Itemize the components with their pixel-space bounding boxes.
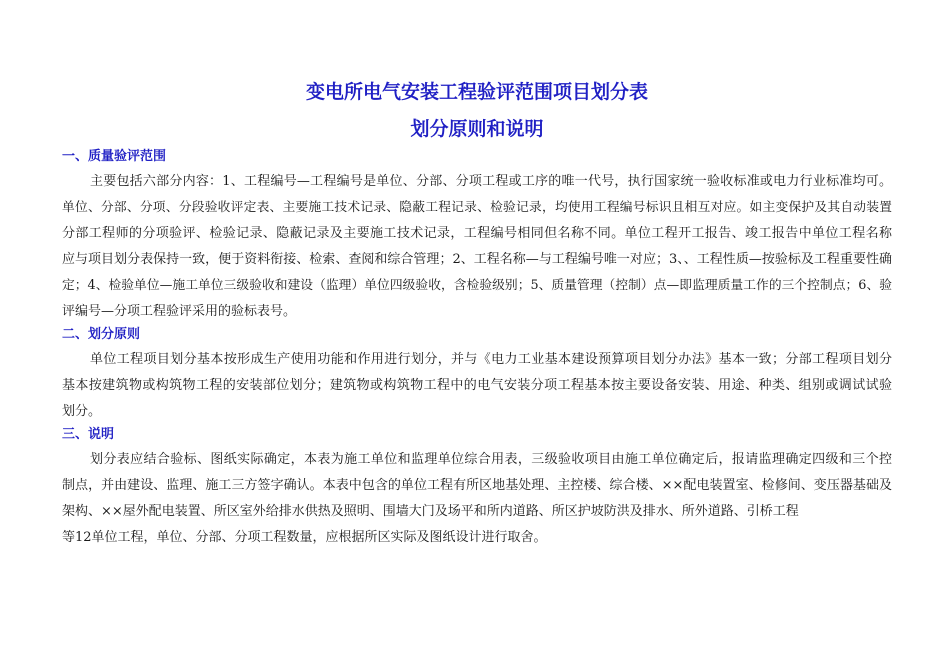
body-line: 等12单位工程，单位、分部、分项工程数量，应根据所区实际及图纸设计进行取舍。 bbox=[62, 530, 547, 545]
body-line: 基本按建筑物或构筑物工程的安装部位划分；建筑物或构筑物工程中的电气安装分项工程基本按主要设备安装、用途、种类、组别或调试试验 bbox=[62, 378, 892, 393]
body-line: 评编号—分项工程验评采用的验标表号。 bbox=[62, 304, 297, 319]
body-line: 应与项目划分表保持一致，便于资料衔接、检索、查阅和综合管理；2、工程名称—与工程编号唯一对应；3、、工程性质—按验标及工程重要性确 bbox=[62, 252, 892, 267]
section-quality-scope bbox=[62, 148, 892, 325]
section-notes bbox=[62, 426, 892, 551]
body-line: 单位工程项目划分基本按形成生产使用功能和作用进行划分，并与《电力工业基本建设预算项目划分办法》基本一致；分部工程项目划分 bbox=[90, 352, 892, 367]
document-page bbox=[62, 78, 892, 551]
document-title: 变电所电气安装工程验评范围项目划分表 bbox=[305, 81, 648, 103]
body-line: 划分。 bbox=[62, 404, 102, 419]
section-division-principles bbox=[62, 326, 892, 425]
body-line: 分部工程师的分项验评、检验记录、隐蔽记录及主要施工技术记录，工程编号相同但名称不同。单位工程开工报告、竣工报告中单位工程名称 bbox=[62, 226, 892, 241]
section-heading: 二、划分原则 bbox=[62, 327, 141, 342]
section-body bbox=[62, 447, 892, 551]
section-heading: 一、质量验评范围 bbox=[62, 149, 167, 164]
section-body bbox=[62, 347, 892, 425]
body-line: 架构、××屋外配电装置、所区室外给排水供热及照明、围墙大门及场平和所内道路、所区护坡防洪及排水、所外道路、引桥工程 bbox=[62, 504, 799, 519]
body-line: 单位、分部、分项、分段验收评定表、主要施工技术记录、隐蔽工程记录、检验记录，均使用工程编号标识且相互对应。如主变保护及其自动装置 bbox=[62, 200, 892, 215]
section-body bbox=[62, 169, 892, 325]
body-line: 划分表应结合验标、图纸实际确定，本表为施工单位和监理单位综合用表，三级验收项目由施工单位确定后，报请监理确定四级和三个控 bbox=[90, 452, 892, 467]
body-line: 制点，并由建设、监理、施工三方签字确认。本表中包含的单位工程有所区地基处理、主控楼、综合楼、××配电装置室、检修间、变压器基础及 bbox=[62, 478, 892, 493]
body-line: 主要包括六部分内容：1、工程编号—工程编号是单位、分部、分项工程或工序的唯一代号，执行国家统一验收标准或电力行业标准均可。 bbox=[90, 174, 892, 189]
section-heading: 三、说明 bbox=[62, 427, 115, 442]
body-line: 定；4、检验单位—施工单位三级验收和建设（监理）单位四级验收，含检验级别；5、质量管理（控制）点—即监理质量工作的三个控制点；6、验 bbox=[62, 278, 892, 293]
document-subtitle: 划分原则和说明 bbox=[410, 118, 544, 140]
